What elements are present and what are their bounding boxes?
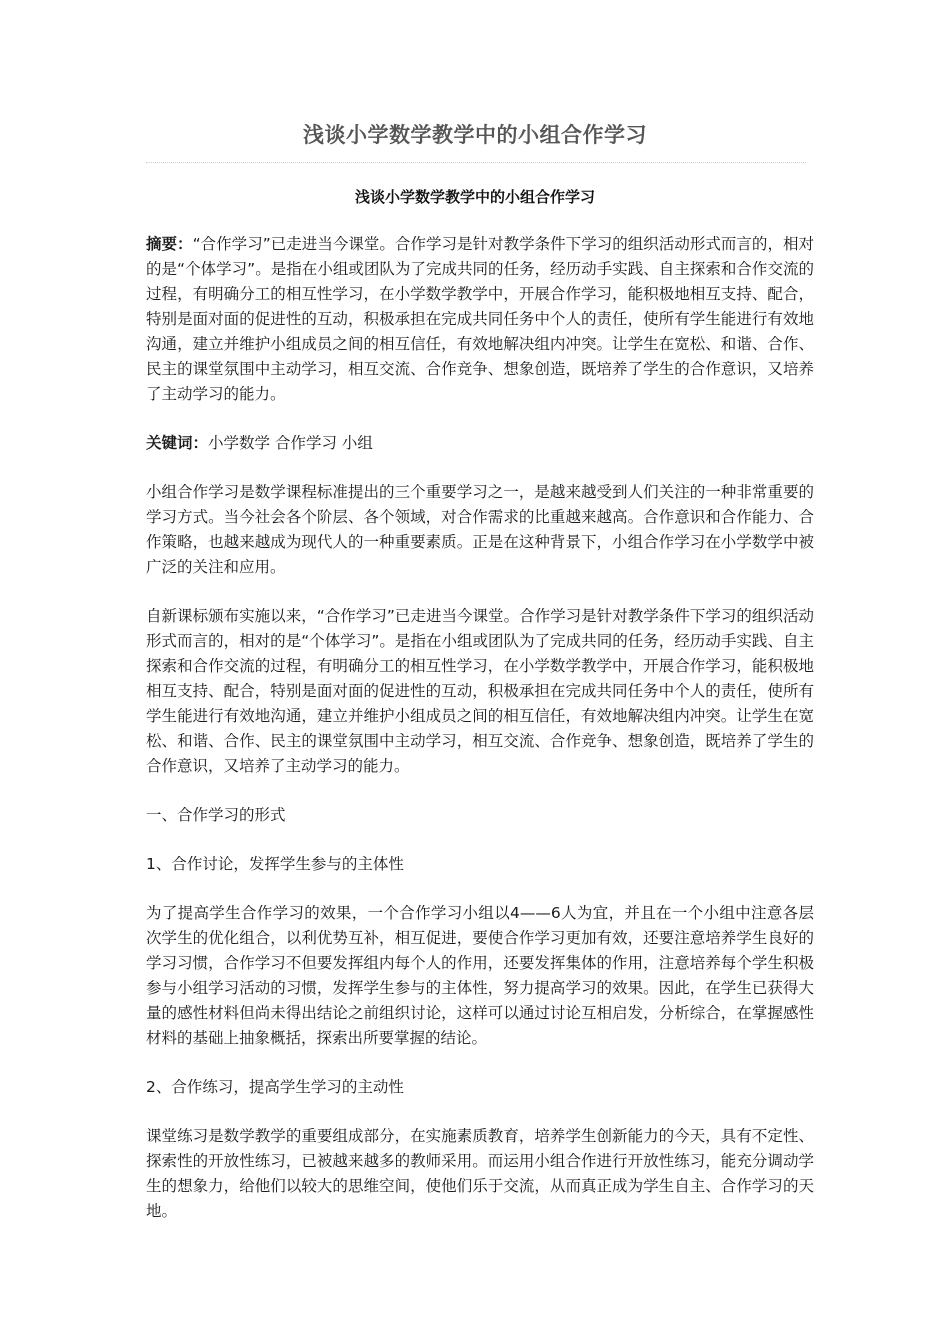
keywords-paragraph: [146, 431, 814, 456]
keywords-label: 关键词：: [146, 434, 209, 452]
body-paragraph-practice: 课堂练习是数学教学的重要组成部分，在实施素质教育，培养学生创新能力的今天，具有不定性、探索性的开放性练习，已被越来越多的教师采用。而运用小组合作进行开放性练习，能充分调动学生的想象力，给他们以较大的思维空间，使他们乐于交流，从而真正成为学生自主、合作学习的天地。: [146, 1127, 814, 1220]
body-paragraph-intro: 小组合作学习是数学课程标准提出的三个重要学习之一，是越来越受到人们关注的一种非常重要的学习方式。当今社会各个阶层、各个领域，对合作需求的比重越来越高。合作意识和合作能力、合作策略，也越来越成为现代人的一种重要素质。正是在这种背景下，小组合作学习在小学数学中被广泛的关注和应用。: [146, 483, 814, 576]
article-title: 浅谈小学数学教学中的小组合作学习: [354, 188, 595, 206]
title-divider: [146, 162, 806, 163]
subsection-heading-discussion: 1、合作讨论，发挥学生参与的主体性: [146, 855, 404, 873]
article-body: [146, 232, 814, 1248]
page-title: 浅谈小学数学教学中的小组合作学习: [303, 123, 647, 147]
body-paragraph-discussion: 为了提高学生合作学习的效果，一个合作学习小组以4——6人为宜，并且在一个小组中注意各层次学生的优化组合，以利优势互补，相互促进，要使合作学习更加有效，还要注意培养学生良好的学习习惯，合作学习不但要发挥组内每个人的作用，还要发挥集体的作用，注意培养每个学生积极参与小组学习活动的习惯，发挥学生参与的主体性，努力提高学习的效果。因此，在学生已获得大量的感性材料但尚未得出结论之前组织讨论，这样可以通过讨论互相启发，分析综合，在掌握感性材料的基础上抽象概括，探索出所要掌握的结论。: [146, 904, 814, 1047]
abstract-paragraph: [146, 232, 814, 407]
body-paragraph-background: 自新课标颁布实施以来，“合作学习”已走进当今课堂。合作学习是针对教学条件下学习的组织活动形式而言的，相对的是“个体学习”。是指在小组或团队为了完成共同的任务，经历动手实践、自主探索和合作交流的过程，有明确分工的相互性学习，在小学数学教学中，开展合作学习，能积极地相互支持、配合，特别是面对面的促进性的互动，积极承担在完成共同任务中个人的责任，使所有学生能进行有效地沟通，建立并维护小组成员之间的相互信任，有效地解决组内冲突。让学生在宽松、和谐、合作、民主的课堂氛围中主动学习，相互交流、合作竞争、想象创造，既培养了学生的合作意识，又培养了主动学习的能力。: [146, 607, 814, 775]
abstract-label: 摘要：: [146, 235, 193, 253]
section-heading-forms: 一、合作学习的形式: [146, 806, 286, 824]
keywords-text: 小学数学 合作学习 小组: [208, 434, 373, 452]
subsection-heading-practice: 2、合作练习，提高学生学习的主动性: [146, 1078, 404, 1096]
abstract-text: “合作学习”已走进当今课堂。合作学习是针对教学条件下学习的组织活动形式而言的，相对的是“个体学习”。是指在小组或团队为了完成共同的任务，经历动手实践、自主探索和合作交流的过程，有明确分工的相互性学习，在小学数学教学中，开展合作学习，能积极地相互支持、配合，特别是面对面的促进性的互动，积极承担在完成共同任务中个人的责任，使所有学生能进行有效地沟通，建立并维护小组成员之间的相互信任，有效地解决组内冲突。让学生在宽松、和谐、合作、民主的课堂氛围中主动学习，相互交流、合作竞争、想象创造，既培养了学生的合作意识，又培养了主动学习的能力。: [146, 235, 814, 403]
